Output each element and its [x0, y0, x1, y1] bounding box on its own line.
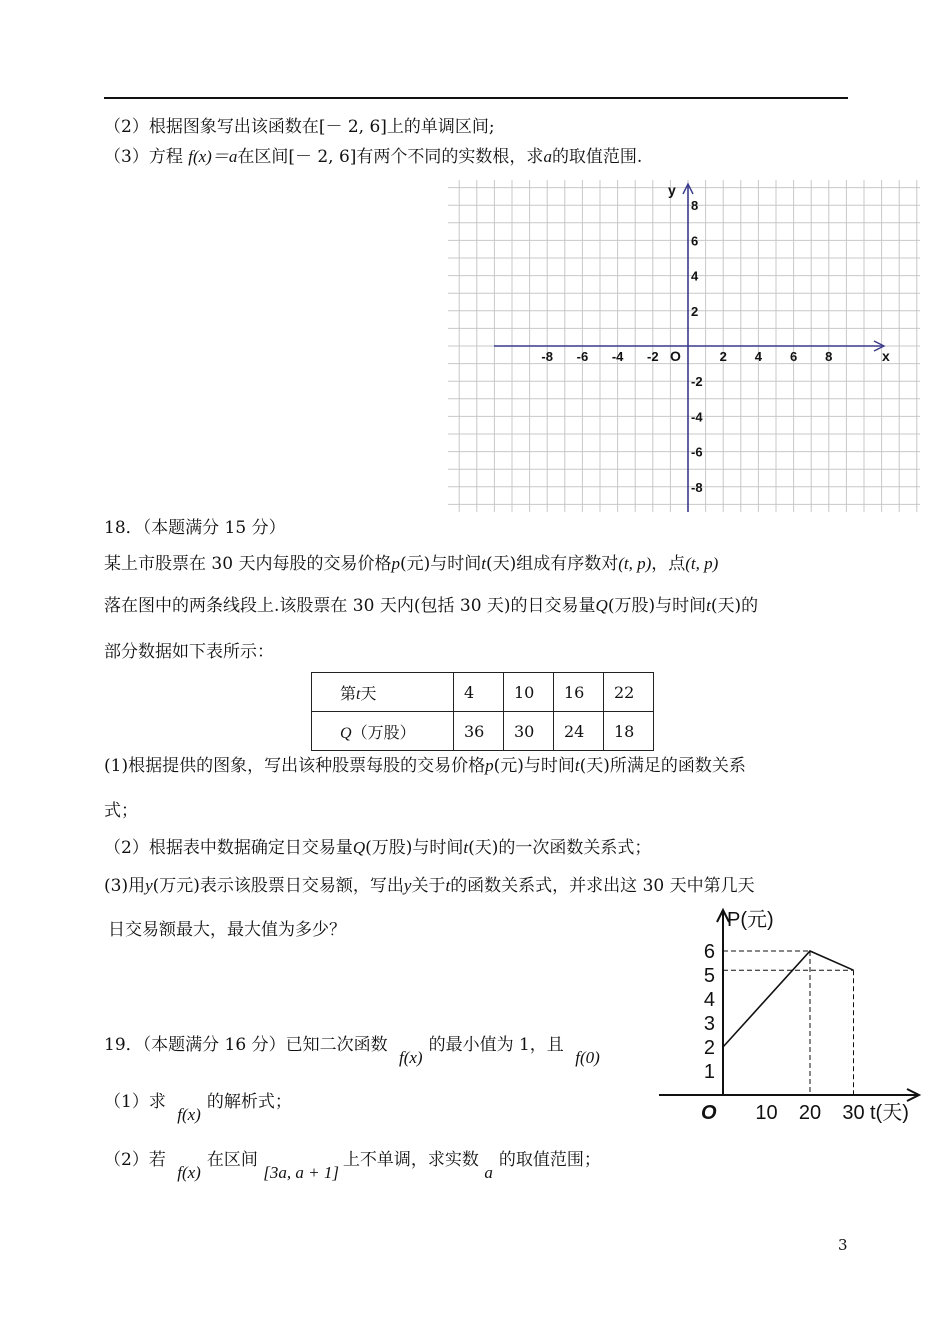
y-tick-label: 3: [703, 1013, 715, 1035]
q18-l1-d: ，点: [651, 554, 686, 574]
q18-p3-d: 的函数关系式，并求出这 30 天中第几天: [450, 876, 755, 896]
q18-l1-c: (天)组成有序数对: [485, 554, 619, 574]
q18-line2: [104, 596, 758, 616]
x-tick-label: -6: [576, 349, 589, 364]
q18-l3-text: 部分数据如下表所示：: [104, 642, 274, 662]
q18-l1-pair2: (t, p): [685, 554, 719, 573]
grid-axes: [494, 184, 884, 512]
y-tick-label: 8: [691, 198, 699, 214]
q19-part1: [104, 1092, 292, 1124]
q17-part3-post: 的取值范围.: [551, 147, 643, 167]
x-tick-label: 30: [842, 1102, 865, 1124]
y-tick-label: 2: [703, 1037, 715, 1059]
q18-p3-c: 关于: [411, 876, 446, 896]
table-cell: 36: [454, 712, 504, 751]
q18-part1-cont: [104, 801, 138, 821]
q18-p1-t: t: [574, 756, 580, 775]
q18-l1-t: t: [481, 554, 486, 573]
q18-p2-c: (天)的一次函数关系式；: [468, 838, 652, 858]
q19-p2-post: 的取值范围；: [498, 1150, 601, 1170]
grid-labels: [541, 182, 890, 495]
price-line-series: [723, 951, 854, 1047]
q18-l1-b: (元)与时间: [399, 554, 482, 574]
x-tick-label: 10: [755, 1102, 778, 1124]
table-cell: 30: [504, 712, 554, 751]
q18-l2-t: t: [706, 596, 711, 615]
q18-part3: [104, 876, 755, 896]
q19-fx: f(x): [398, 1048, 423, 1067]
x-axis-label: x: [882, 348, 890, 364]
y-tick-label: -6: [691, 444, 703, 460]
q18-part3-cont: [108, 920, 346, 940]
q18-p1-p: p: [485, 756, 494, 775]
table-cell: 24: [554, 712, 604, 751]
q18-l1-p: p: [391, 554, 400, 573]
q19-p1-fx: f(x): [177, 1105, 201, 1124]
q18-p2-t: t: [463, 838, 469, 857]
origin-label: O: [670, 348, 681, 364]
y-tick-label: 4: [691, 268, 699, 284]
q18-heading-text: 18．（本题满分 15 分）: [104, 518, 286, 538]
table-cell: 4: [454, 673, 504, 712]
q18-l2-a: 落在图中的两条线段上.该股票在 30 天内(包括 30 天)的日交易量: [104, 596, 596, 616]
table-cell: 18: [604, 712, 654, 751]
q18-part1: [104, 756, 746, 776]
y-tick-label: -2: [691, 374, 703, 390]
q18-l2-q: Q: [595, 596, 608, 615]
x-tick-label: -8: [541, 349, 553, 364]
y-tick-label: 2: [691, 303, 699, 319]
q17-part3-pre: （3）方程: [104, 147, 183, 167]
q18-p3-t: t: [445, 876, 451, 895]
q19-p2-pre: （2）若: [104, 1150, 166, 1170]
x-tick-label: 6: [789, 349, 798, 364]
table-row: [312, 673, 654, 712]
price-chart-marks: [723, 951, 854, 1095]
table-head-day: 第t天: [312, 673, 454, 712]
q17-part3-mid: 在区间[－ 2, 6]有两个不同的实数根，求: [237, 147, 544, 167]
x-axis-label: t(天): [870, 1102, 909, 1124]
q18-p1-d: 式；: [104, 801, 138, 821]
q18-p1-c: (天)所满足的函数关系: [579, 756, 746, 776]
y-tick-label: 6: [703, 941, 715, 963]
q18-l1-pair1: (t, p): [618, 554, 652, 573]
q18-p2-b: (万股)与时间: [365, 838, 464, 858]
q19-b: 的最小值为 1，且: [428, 1035, 564, 1055]
q17-part2-text: （2）根据图象写出该函数在[－ 2, 6]上的单调区间;: [104, 117, 495, 137]
q18-p1-a: (1)根据提供的图象，写出该种股票每股的交易价格: [104, 756, 486, 776]
q18-l1-a: 某上市股票在 30 天内每股的交易价格: [104, 554, 392, 574]
page-number: 3: [838, 1236, 848, 1254]
x-tick-label: -4: [611, 349, 624, 364]
q19-p2-fx: f(x): [177, 1163, 201, 1182]
q18-line3: [104, 642, 274, 662]
x-tick-label: 20: [798, 1102, 822, 1124]
q19-p2-a: a: [484, 1163, 493, 1182]
header-rule: [104, 97, 848, 99]
price-chart: [655, 904, 927, 1134]
y-tick-label: -4: [691, 409, 703, 425]
q19-p2-mid: 在区间: [206, 1150, 258, 1170]
q19-p2-interval: [3a, a + 1]: [263, 1163, 339, 1182]
y-tick-label: 4: [703, 989, 715, 1011]
q18-p3-e: 日交易额最大，最大值为多少？: [108, 920, 346, 940]
y-axis-label: P(元): [727, 909, 774, 931]
q18-p2-a: （2）根据表中数据确定日交易量: [104, 838, 353, 858]
price-chart-labels: [701, 909, 909, 1124]
q18-p3-b: (万元)表示该股票日交易额，写出: [152, 876, 404, 896]
q19-p2-mid2: 上不单调，求实数: [342, 1150, 479, 1170]
x-tick-label: -2: [647, 349, 659, 364]
y-tick-label: 1: [703, 1061, 715, 1083]
table-row: [312, 712, 654, 751]
y-tick-label: 5: [703, 965, 715, 987]
q18-heading: [104, 518, 286, 538]
y-tick-label: 6: [691, 233, 699, 249]
data-table: [311, 672, 654, 751]
q18-l2-b: (万股)与时间: [607, 596, 707, 616]
q19-a: 19．（本题满分 16 分）已知二次函数: [104, 1035, 388, 1055]
q19-f0: f(0): [575, 1048, 600, 1067]
q18-p2-q: Q: [352, 838, 366, 857]
q18-l2-c: (天)的: [710, 596, 759, 616]
price-chart-axes: [659, 910, 919, 1101]
q17-part3-equation: f(x)＝a: [188, 147, 238, 166]
x-tick-label: 4: [754, 349, 763, 364]
q19-part2: [104, 1150, 601, 1182]
table-head-volume: Q（万股）: [312, 712, 454, 751]
q17-part3-a: a: [543, 147, 552, 166]
q18-line1: [104, 554, 718, 574]
table-cell: 22: [604, 673, 654, 712]
origin-label: O: [701, 1102, 717, 1124]
q18-p3-a: (3)用: [104, 876, 146, 896]
q18-p3-y: y: [145, 876, 153, 895]
q19-intro: [104, 1035, 600, 1067]
q18-part2: [104, 838, 651, 858]
y-tick-label: -8: [691, 479, 703, 495]
q17-part3: [104, 147, 642, 167]
x-tick-label: 2: [719, 349, 727, 364]
coordinate-grid: [448, 180, 920, 512]
q18-p3-y2: y: [403, 876, 412, 895]
table-cell: 10: [504, 673, 554, 712]
q19-p1-pre: （1）求: [104, 1092, 166, 1112]
table-cell: 16: [554, 673, 604, 712]
y-axis-label: y: [668, 182, 676, 198]
x-tick-label: 8: [825, 349, 833, 364]
q18-p1-b: (元)与时间: [493, 756, 575, 776]
q19-p1-post: 的解析式；: [206, 1092, 292, 1112]
q17-part2: [104, 117, 495, 137]
